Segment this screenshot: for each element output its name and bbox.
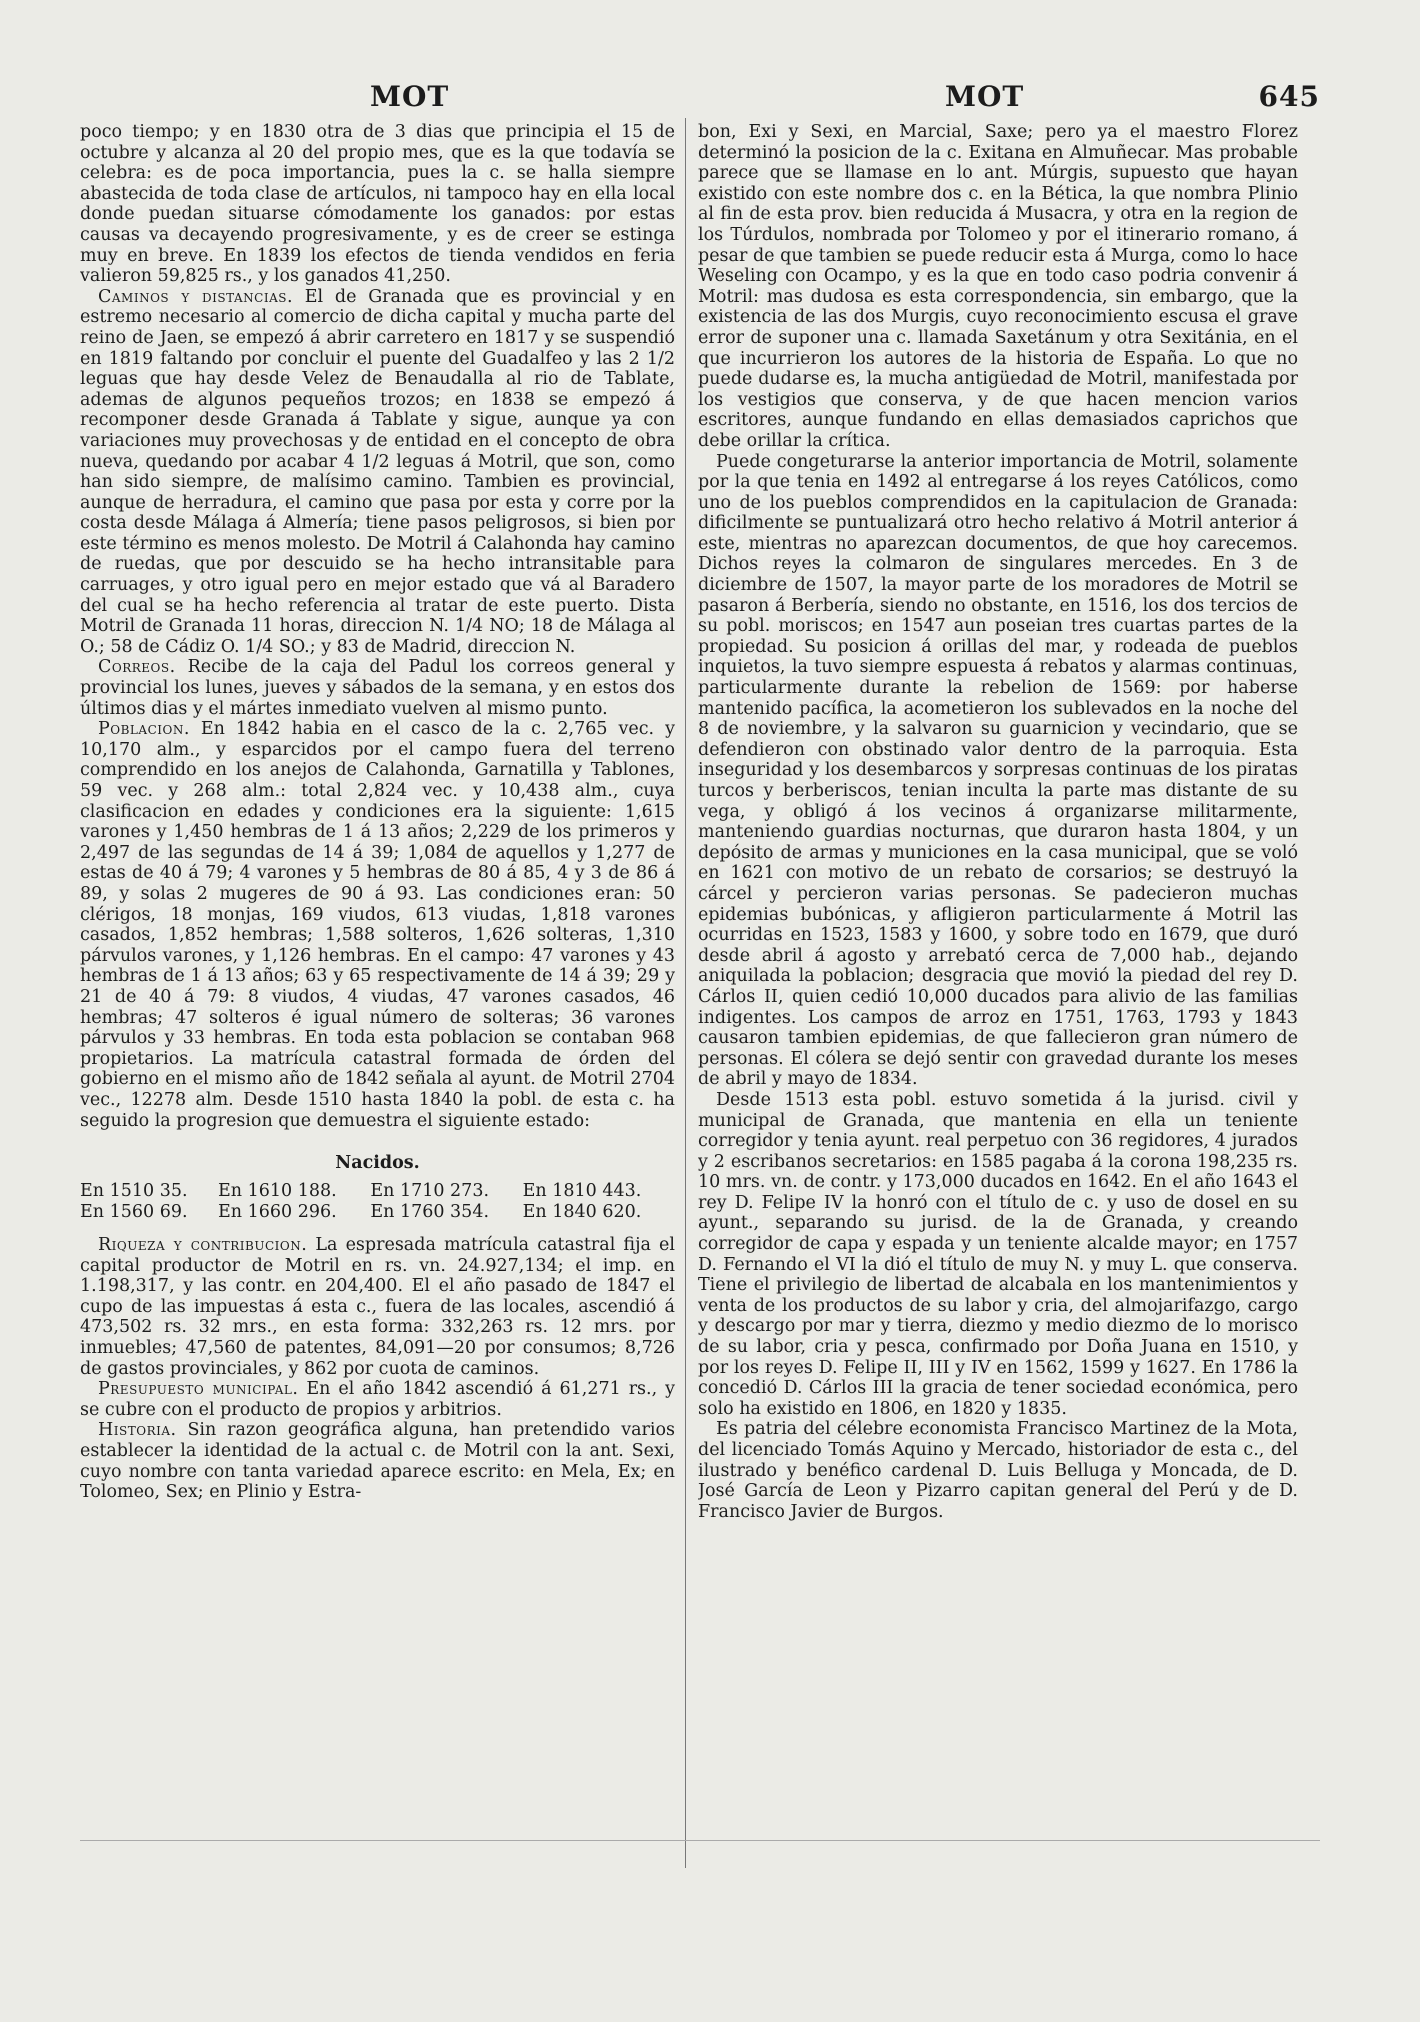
heading-caminos: Caminos y distancias. — [98, 286, 294, 307]
table-cell: En 1660 296. — [218, 1202, 337, 1223]
header-left-word: MOT — [370, 80, 450, 113]
nacidos-table — [80, 1181, 675, 1223]
paragraph-importancia: Puede congeturarse la anterior importancia de Motril, solamente por la que tenia en 1492 al entregarse á los reyes Católicos, como uno de los pueblos comprendidos en la capitulacion de Granada: dificilmente se puntualizará otro hecho relativo á Motril anterior á este, mientras no aparezcan documentos, de que hoy carecemos. Dichos reyes la colmaron de singulares mercedes. En 3 de diciembre de 1507, la mayor parte de los moradores de Motril se pasaron á Berbería, siendo no obstante, en 1516, los dos tercios de su pobl. moriscos; en 1547 aun poseian tres cuartas partes de la propiedad. Su posicion á orillas del mar, y rodeada de pueblos inquietos, la tuvo siempre espuesta á rebatos y alarmas continuas, particularmente durante la rebelion de 1569: por haberse mantenido pacífica, la acometieron los sublevados en la noche del 8 de noviembre, y la salvaron su guarnicion y vecindario, que se defendieron con obstinado valor dentro de la parroquia. Esta inseguridad y los desembarcos y sorpresas continuas de los piratas turcos y berberiscos, tenian inculta la parte mas distante de su vega, y obligó á los vecinos á organizarse militarmente, manteniendo guardias nocturnas, que duraron hasta 1804, y un depósito de armas y municiones en la casa municipal, que se voló en 1621 con motivo de un rebato de corsarios; se destruyó la cárcel y percieron varias personas. Se padecieron muchas epidemias bubónicas, y afligieron particularmente á Motril las ocurridas en 1523, 1583 y 1600, y sobre todo en 1679, que duró desde abril á agosto y arrebató cerca de 7,000 hab., dejando aniquilada la poblacion; desgracia que movió la piedad del rey D. Cárlos II, quien cedió 10,000 ducados para alivio de las familias indigentes. Los campos de arroz en 1751, 1763, 1793 y 1843 causaron tambien epidemias, de que fallecieron gran número de personas. El cólera se dejó sentir con gravedad durante los meses de abril y mayo de 1834. — [698, 451, 1298, 1090]
table-row — [80, 1202, 675, 1223]
table-cell: En 1510 35. — [80, 1181, 188, 1202]
heading-presupuesto: Presupuesto municipal. — [98, 1379, 299, 1400]
left-column — [80, 122, 675, 1503]
header-center-word: MOT — [945, 80, 1025, 113]
table-cell: En 1840 620. — [522, 1202, 642, 1223]
paragraph-patria: Es patria del célebre economista Francisco Martinez de la Mota, del licenciado Tomás Aquino y Mercado, historiador de esta c., del ilustrado y benéfico cardenal D. Luis Belluga y Moncada, de D. José García de Leon y Pizarro capitan general del Perú y de D. Francisco Javier de Burgos. — [698, 1419, 1298, 1522]
section-correos — [80, 657, 675, 719]
section-caminos — [80, 287, 675, 658]
section-poblacion — [80, 719, 675, 1131]
text-poblacion: En 1842 habia en el casco de la c. 2,765 vec. y 10,170 alm., y esparcidos por el campo fuera del terreno comprendido en los anejos de Calahonda, Garnatilla y Tablones, 59 vec. y 268 alm.: total 2,824 vec. y 10,438 alm., cuya clasificacion en edades y condiciones era la siguiente: 1,615 varones y 1,450 hembras de 1 á 13 años; 2,229 de los primeros y 2,497 de las segundas de 14 á 39; 1,084 de aquellos y 1,277 de estas de 40 á 79; 4 varones y 5 hembras de 80 á 85, 4 y 3 de 86 á 89, y solas 2 mugeres de 90 á 93. Las condiciones eran: 50 clérigos, 18 monjas, 169 viudos, 613 viudas, 1,818 varones casados, 1,852 hembras; 1,588 solteros, 1,626 solteras, 1,310 párvulos varones, y 1,126 hembras. En el campo: 47 varones y 43 hembras de 1 á 13 años; 63 y 65 respectivamente de 14 á 39; 29 y 21 de 40 á 79: 8 viudos, 4 viudas, 47 varones casados, 46 hembras; 47 solteros é igual número de solteras; 36 varones párvulos y 33 hembras. En toda esta poblacion se contaban 968 propietarios. La matrícula catastral formada de órden del gobierno en el mismo año de 1842 señala al ayunt. de Motril 2704 vec., 12278 alm. Desde 1510 hasta 1840 la pobl. de esta c. ha seguido la progresion que demuestra el siguiente estado: — [80, 719, 675, 1131]
paragraph-jurisdiccion: Desde 1513 esta pobl. estuvo sometida á la jurisd. civil y municipal de Granada, que mantenia en ella un teniente corregidor y tenia ayunt. real perpetuo con 36 regidores, 4 jurados y 2 escribanos secretarios: en 1585 pagaba á la corona 198,235 rs. 10 mrs. vn. de contr. y 173,000 ducados en 1642. En el año 1643 el rey D. Felipe IV la honró con el título de c. y uso de dosel en su ayunt., separando su jurisd. de la de Granada, y creando corregidor de capa y espada y un teniente alcalde mayor; en 1757 D. Fernando el VI la dió el título de muy N. y muy L. que conserva. Tiene el privilegio de libertad de alcabala en los mantenimientos y venta de los productos de su labor y cria, del almojarifazgo, cargo y descargo por mar y tierra, diezmo y medio diezmo de lo morisco de su labor, cria y pesca, confirmado por Doña Juana en 1510, y por los reyes D. Felipe II, III y IV en 1562, 1599 y 1627. En 1786 la concedió D. Cárlos III la gracia de tener sociedad económica, pero solo ha existido en 1806, en 1820 y 1835. — [698, 1089, 1298, 1419]
section-presupuesto — [80, 1379, 675, 1420]
table-cell: En 1610 188. — [218, 1181, 337, 1202]
heading-riqueza: Riqueza y contribucion. — [98, 1235, 308, 1256]
page-number: 645 — [1258, 80, 1320, 113]
table-row — [80, 1181, 675, 1202]
right-column — [698, 122, 1298, 1522]
section-historia — [80, 1420, 675, 1502]
text-presupuesto: En el año 1842 ascendió á 61,271 rs., y se cubre con el producto de propios y arbitrios. — [80, 1379, 675, 1420]
running-header — [80, 80, 1320, 120]
text-riqueza: La espresada matrícula catastral fija el capital productor de Motril en rs. vn. 24.927,134; el imp. en 1.198,317, y las contr. en 204,400. El el año pasado de 1847 el cupo de las impuestas á esta c., fuera de las locales, ascendió á 473,502 rs. 32 mrs., en esta forma: 332,263 rs. 12 mrs. por inmuebles; 47,560 de patentes, 84,091—20 por consumos; 8,726 de gastos provinciales, y 862 por cuota de caminos. — [80, 1235, 675, 1379]
column-divider — [685, 118, 686, 1868]
table-cell: En 1760 354. — [370, 1202, 490, 1223]
heading-correos: Correos. — [98, 657, 176, 678]
table-cell: En 1560 69. — [80, 1202, 188, 1223]
nacidos-title: Nacidos. — [335, 1153, 420, 1174]
section-riqueza — [80, 1235, 675, 1379]
paragraph-feria: poco tiempo; y en 1830 otra de 3 dias que principia el 15 de octubre y alcanza al 20 del propio mes, que es la que todavía se celebra: es de poca importancia, pues la c. se halla siempre abastecida de toda clase de artículos, ni tampoco hay en ella local donde puedan situarse cómodamente los ganados: por estas causas va decayendo progresivamente, y es de creer se estinga muy en breve. En 1839 los efectos de tienda vendidos en feria valieron 59,825 rs., y los ganados 41,250. — [80, 122, 675, 287]
heading-historia: Historia. — [98, 1420, 177, 1441]
footer-rule — [80, 1840, 1320, 1841]
table-cell: En 1810 443. — [522, 1181, 642, 1202]
heading-poblacion: Poblacion. — [98, 719, 190, 740]
paragraph-sexi: bon, Exi y Sexi, en Marcial, Saxe; pero ya el maestro Florez determinó la posicion de la c. Exitana en Almuñecar. Mas probable parece que se llamase en lo ant. Múrgis, supuesto que hayan existido con este nombre dos c. en la Bética, la que nombra Plinio al fin de esta prov. bien reducida á Musacra, y otra en la region de los Túrdulos, nombrada por Tolomeo y por el itinerario romano, á pesar de que tambien se puede reducir esta á Murga, como lo hace Weseling con Ocampo, y es la que en todo caso podria convenir á Motril: mas dudosa es esta correspondencia, sin embargo, que la existencia de las dos Murgis, cuyo reconocimiento escusa el grave error de suponer una c. llamada Saxetánum y otra Sexitánia, en el que incurrieron los autores de la historia de España. Lo que no puede dudarse es, la mucha antigüedad de Motril, manifestada por los vestigios que conserva, y de que hacen mencion varios escritores, aunque fundando en ellas demasiados caprichos que debe orillar la crítica. — [698, 122, 1298, 451]
text-historia: Sin razon geográfica alguna, han pretendido varios establecer la identidad de la actual c. de Motril con la ant. Sexi, cuyo nombre con tanta variedad aparece escrito: en Mela, Ex; en Tolomeo, Sex; en Plinio y Estra- — [80, 1420, 675, 1503]
text-correos: Recibe de la caja del Padul los correos general y provincial los lunes, jueves y sábados de la semana, y en estos dos últimos dias y el mártes inmediato vuelven al mismo punto. — [80, 657, 675, 719]
text-caminos: El de Granada que es provincial y en estremo necesario al comercio de dicha capital y mucha parte del reino de Jaen, se empezó á abrir carretero en 1817 y se suspendió en 1819 faltando por concluir el puente del Guadalfeo y las 2 1/2 leguas que hay desde Velez de Benaudalla al rio de Tablate, ademas de algunos pequeños trozos; en 1838 se empezó á recomponer desde Granada á Tablate y sigue, aunque ya con variaciones muy provechosas y de entidad en el concepto de obra nueva, quedando por acabar 4 1/2 leguas á Motril, que son, como han sido siempre, de malísimo camino. Tambien es provincial, aunque de herradura, el camino que pasa por esta y corre por la costa desde Málaga á Almería; tiene pasos peligrosos, si bien por este término es menos molesto. De Motril á Calahonda hay camino de ruedas, que por descuido se ha hecho intransitable para carruages, y otro igual pero en mejor estado que vá al Baradero del cual se ha hecho referencia al tratar de este puerto. Dista Motril de Granada 11 horas, direccion N. 1/4 NO; 18 de Málaga al O.; 58 de Cádiz O. 1/4 SO.; y 83 de Madrid, direccion N. — [80, 286, 675, 657]
table-cell: En 1710 273. — [370, 1181, 490, 1202]
